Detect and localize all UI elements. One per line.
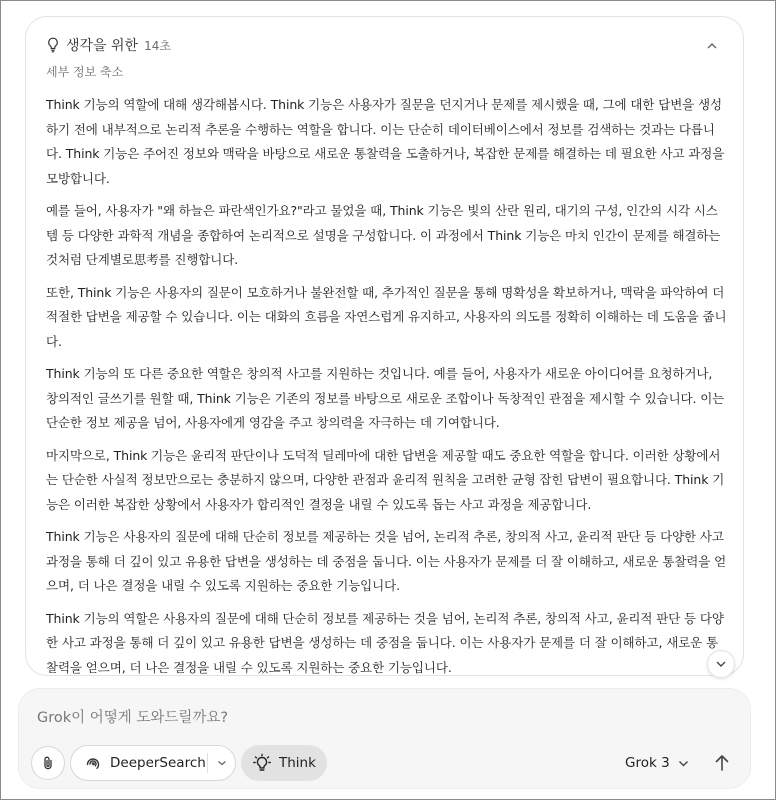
model-selector[interactable] xyxy=(625,749,689,777)
thought-paragraph: Think 기능의 역할에 대해 생각해봅시다. Think 기능은 사용자가 질문을 던지거나 문제를 제시했을 때, 그에 대한 답변을 생성하기 전에 내부적으로 논리적 추론을 수행하는 역할을 합니다. 이는 단순히 데이터베이스에서 정보를 검색하는 것과는 다릅니다. Think 기능은 주어진 정보와 맥락을 바탕으로 새로운 통찰력을 도출하거나, 복잡한 문제를 해결하는 데 필요한 사고 과정을 모방합니다. xyxy=(46,97,725,186)
chevron-down-icon xyxy=(217,760,227,766)
thought-title-row xyxy=(46,35,723,55)
send-button[interactable] xyxy=(705,746,739,780)
deepersearch-group xyxy=(70,745,236,781)
thought-duration: 14초 xyxy=(144,38,171,53)
thought-title: 생각을 위한 xyxy=(66,38,139,54)
chevron-down-icon xyxy=(678,760,689,767)
think-label: Think xyxy=(279,755,316,771)
chevron-down-icon xyxy=(715,660,727,668)
thought-paragraph: Think 기능의 또 다른 중요한 역할은 창의적 사고를 지원하는 것입니다. 예를 들어, 사용자가 새로운 아이디어를 요청하거나, 창의적인 글쓰기를 원할 때, Think 기능은 기존의 정보를 바탕으로 새로운 조합이나 독창적인 관점을 제시할 수 있습니다. 이는 단순한 정보 제공을 넘어, 사용자에게 영감을 주고 창의력을 자극하는 데 기여합니다. xyxy=(46,366,725,430)
deepersearch-label: DeeperSearch xyxy=(110,755,206,771)
composer xyxy=(18,688,751,789)
lightbulb-icon xyxy=(46,37,60,53)
thought-paragraph: Think 기능의 역할은 사용자의 질문에 대해 단순히 정보를 제공하는 것을 넘어, 논리적 추론, 창의적 사고, 윤리적 판단 등 다양한 사고 과정을 통해 더 깊이 있고 유용한 답변을 생성하는 데 중점을 둡니다. 이는 사용자가 문제를 더 잘 이해하고, 새로운 통찰력을 얻으며, 더 나은 결정을 내릴 수 있도록 지원하는 중요한 기능입니다. xyxy=(46,610,724,675)
thought-content xyxy=(46,93,727,676)
thought-header[interactable] xyxy=(46,35,723,79)
thought-paragraph: 마지막으로, Think 기능은 윤리적 판단이나 도덕적 딜레마에 대한 답변을 제공할 때도 중요한 역할을 합니다. 이러한 상황에서는 단순한 사실적 정보만으로는 충분하지 않으며, 다양한 관점과 윤리적 원칙을 고려한 균형 잡힌 답변이 필요합니다. Think 기능은 이러한 복잡한 상황에서 사용자가 합리적인 결정을 내릴 수 있도록 돕는 사고 과정을 제공합니다. xyxy=(46,447,725,512)
thought-paragraph: 예를 들어, 사용자가 "왜 하늘은 파란색인가요?"라고 물었을 때, Think 기능은 빛의 산란 원리, 대기의 구성, 인간의 시각 시스템 등 다양한 과학적 개념을 종합하여 논리적으로 설명을 구성합니다. 이 과정에서 Think 기능은 마치 인간이 문제를 해결하는 것처럼 단계별로思考를 진행합니다. xyxy=(46,203,721,267)
deepersearch-button[interactable] xyxy=(71,746,207,780)
prompt-input[interactable] xyxy=(37,707,637,729)
deepersearch-options-button[interactable] xyxy=(208,746,235,780)
arrow-up-icon xyxy=(714,754,730,772)
collapse-details-label[interactable]: 세부 정보 축소 xyxy=(46,65,124,79)
thought-panel xyxy=(25,16,744,676)
collapse-button[interactable] xyxy=(701,35,723,57)
thought-paragraph: Think 기능은 사용자의 질문에 대해 단순히 정보를 제공하는 것을 넘어, 논리적 추론, 창의적 사고, 윤리적 판단 등 다양한 사고 과정을 통해 더 깊이 있고 유용한 답변을 생성하는 데 중점을 둡니다. 이는 사용자가 문제를 더 잘 이해하고, 새로운 통찰력을 얻으며, 더 나은 결정을 내릴 수 있도록 지원하는 중요한 기능입니다. xyxy=(46,529,727,593)
think-toggle[interactable] xyxy=(241,745,327,781)
attach-button[interactable] xyxy=(31,746,65,780)
paperclip-icon xyxy=(41,755,55,771)
thought-paragraph: 또한, Think 기능은 사용자의 질문이 모호하거나 불완전할 때, 추가적인 질문을 통해 명확성을 확보하거나, 맥락을 파악하여 더 적절한 답변을 제공할 수 있습니다. 이는 대화의 흐름을 자연스럽게 유지하고, 사용자의 의도를 정확히 이해하는 데 도움을 줍니다. xyxy=(46,284,727,349)
lightbulb-icon xyxy=(252,753,272,773)
chevron-up-icon xyxy=(706,42,718,50)
model-label: Grok 3 xyxy=(625,755,670,771)
scroll-down-button[interactable] xyxy=(707,650,735,678)
swirl-icon xyxy=(84,754,102,772)
